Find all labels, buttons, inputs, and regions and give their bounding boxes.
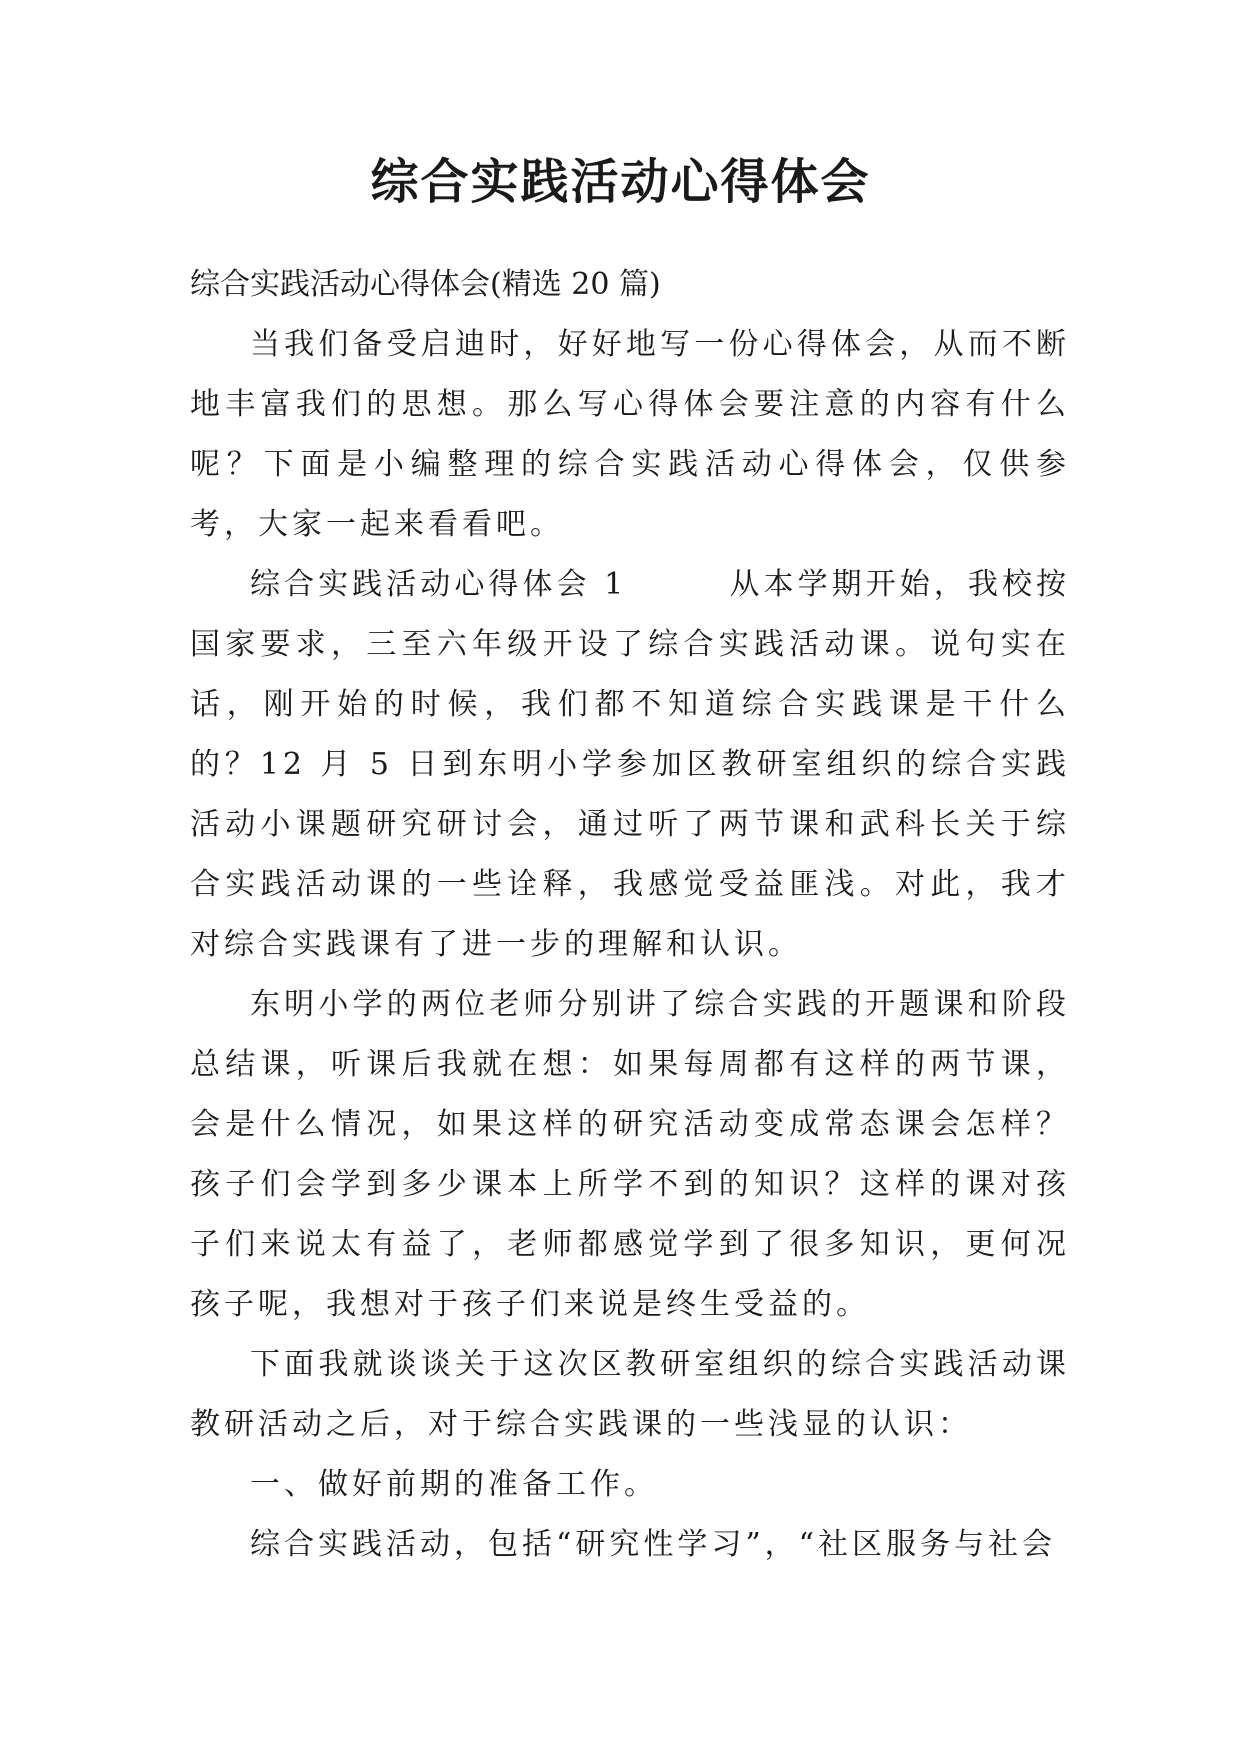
document-body — [190, 255, 1070, 1575]
paragraph-intro: 当我们备受启迪时，好好地写一份心得体会，从而不断地丰富我们的思想。那么写心得体会要注意的内容有什么呢？下面是小编整理的综合实践活动心得体会，仅供参考，大家一起来看看吧。 — [190, 327, 1070, 542]
paragraph-dongming: 东明小学的两位老师分别讲了综合实践的开题课和阶段总结课，听课后我就在想：如果每周都有这样的两节课，会是什么情况，如果这样的研究活动变成常态课会怎样？孩子们会学到多少课本上所学不到的知识？这样的课对孩子们来说太有益了，老师都感觉学到了很多知识，更何况孩子呢，我想对于孩子们来说是终生受益的。 — [190, 987, 1070, 1322]
document-title: 综合实践活动心得体会 — [370, 154, 871, 210]
document-subtitle: 综合实践活动心得体会(精选 20 篇) — [190, 267, 661, 302]
paragraph-discussion: 下面我就谈谈关于这次区教研室组织的综合实践活动课教研活动之后，对于综合实践课的一些浅显的认识： — [190, 1347, 1070, 1442]
paragraph-activity: 综合实践活动，包括“研究性学习”，“社区服务与社会 — [250, 1527, 1057, 1562]
paragraph-heading-1: 一、做好前期的准备工作。 — [250, 1467, 658, 1502]
paragraph-essay-1: 综合实践活动心得体会 1 从本学期开始，我校按国家要求，三至六年级开设了综合实践活动课。说句实在话，刚开始的时候，我们都不知道综合实践课是干什么的？12 月 5 日到东明小学参加区教研室组织的综合实践活动小课题研究研讨会，通过听了两节课和武科长关于综合实践活动课的一些诠释，我感觉受益匪浅。对此，我才对综合实践课有了进一步的理解和认识。 — [190, 567, 1070, 962]
